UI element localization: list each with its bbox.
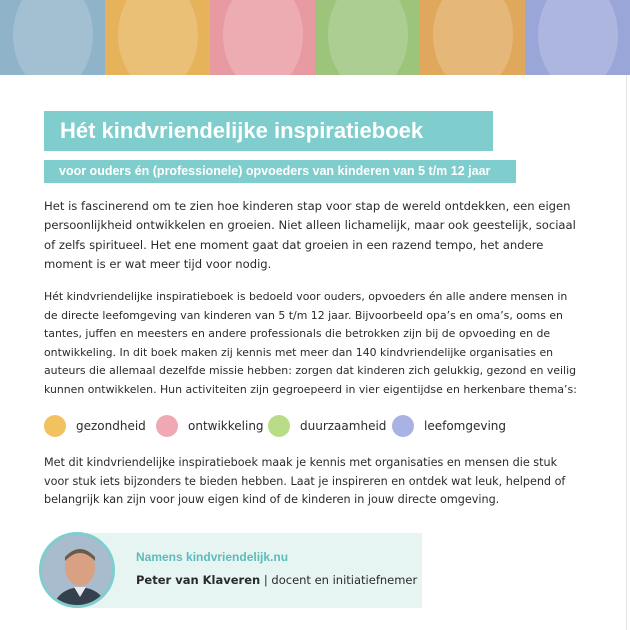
signature-role: docent en initiatiefnemer <box>271 573 418 587</box>
avatar <box>39 532 115 608</box>
theme-label: gezondheid <box>76 419 146 433</box>
intro-paragraph: Het is fascinerend om te zien hoe kinderen stap voor stap de wereld ontdekken, een eigen persoonlijkheid ontwikkelen en groeien. Niet alleen lichamelijk, maar ook geestelijk, sociaal of zelfs spiritueel. Het ene moment gaat dat groeien in een razend tempo, het andere moment is er wat meer tijd voor nodig. <box>44 199 576 271</box>
theme-label: ontwikkeling <box>188 419 264 433</box>
theme-dot-icon <box>156 415 178 437</box>
theme-dot-icon <box>44 415 66 437</box>
theme-item-duurzaamheid <box>268 415 392 437</box>
child-photo-6 <box>525 0 630 75</box>
signature-separator: | <box>263 573 268 587</box>
child-photo-2 <box>105 0 210 75</box>
theme-list <box>44 415 512 437</box>
theme-item-leefomgeving <box>392 415 512 437</box>
signature-box <box>80 533 422 608</box>
child-photo-1 <box>0 0 105 75</box>
theme-item-ontwikkeling <box>156 415 268 437</box>
child-photo-3 <box>210 0 315 75</box>
child-photo-5 <box>420 0 525 75</box>
page-edge-rule <box>626 75 627 630</box>
theme-label: duurzaamheid <box>300 419 387 433</box>
page-subtitle: voor ouders én (professionele) opvoeders van kinderen van 5 t/m 12 jaar <box>44 160 516 183</box>
theme-dot-icon <box>392 415 414 437</box>
closing-paragraph: Met dit kindvriendelijke inspiratieboek maak je kennis met organisaties en mensen die stuk voor stuk iets bijzonders te bieden hebben. Laat je inspireren en ontdek wat leuk, helpend of belangrijk kan zijn voor jouw eigen kind of de kinderen in jouw directe omgeving. <box>44 456 566 507</box>
theme-item-gezondheid <box>44 415 156 437</box>
header-photo-strip <box>0 0 630 75</box>
signature-name: Peter van Klaveren <box>136 573 261 587</box>
theme-label: leefomgeving <box>424 419 507 433</box>
signature-line <box>136 573 417 587</box>
description-paragraph: Hét kindvriendelijke inspiratieboek is bedoeld voor ouders, opvoeders én alle andere mensen in de directe leefomgeving van kinderen van 5 t/m 12 jaar. Bijvoorbeeld opa’s en oma’s, ooms en tantes, juffen en meesters en andere professionals die betrokken zijn bij de opvoeding en de ontwikkeling. In dit boek maken zij kennis met meer dan 140 kindvriendelijke organisaties en auteurs die allemaal dezelfde missie hebben: zorgen dat kinderen zich gelukkig, gezond en veilig kunnen ontwikkelen. Hun activiteiten zijn gegroepeerd in vier eigentijdse en herkenbare thema’s: <box>44 290 577 396</box>
signature-organization: Namens kindvriendelijk.nu <box>136 550 289 564</box>
child-photo-4 <box>315 0 420 75</box>
theme-dot-icon <box>268 415 290 437</box>
page-title: Hét kindvriendelijke inspiratieboek <box>44 111 493 151</box>
